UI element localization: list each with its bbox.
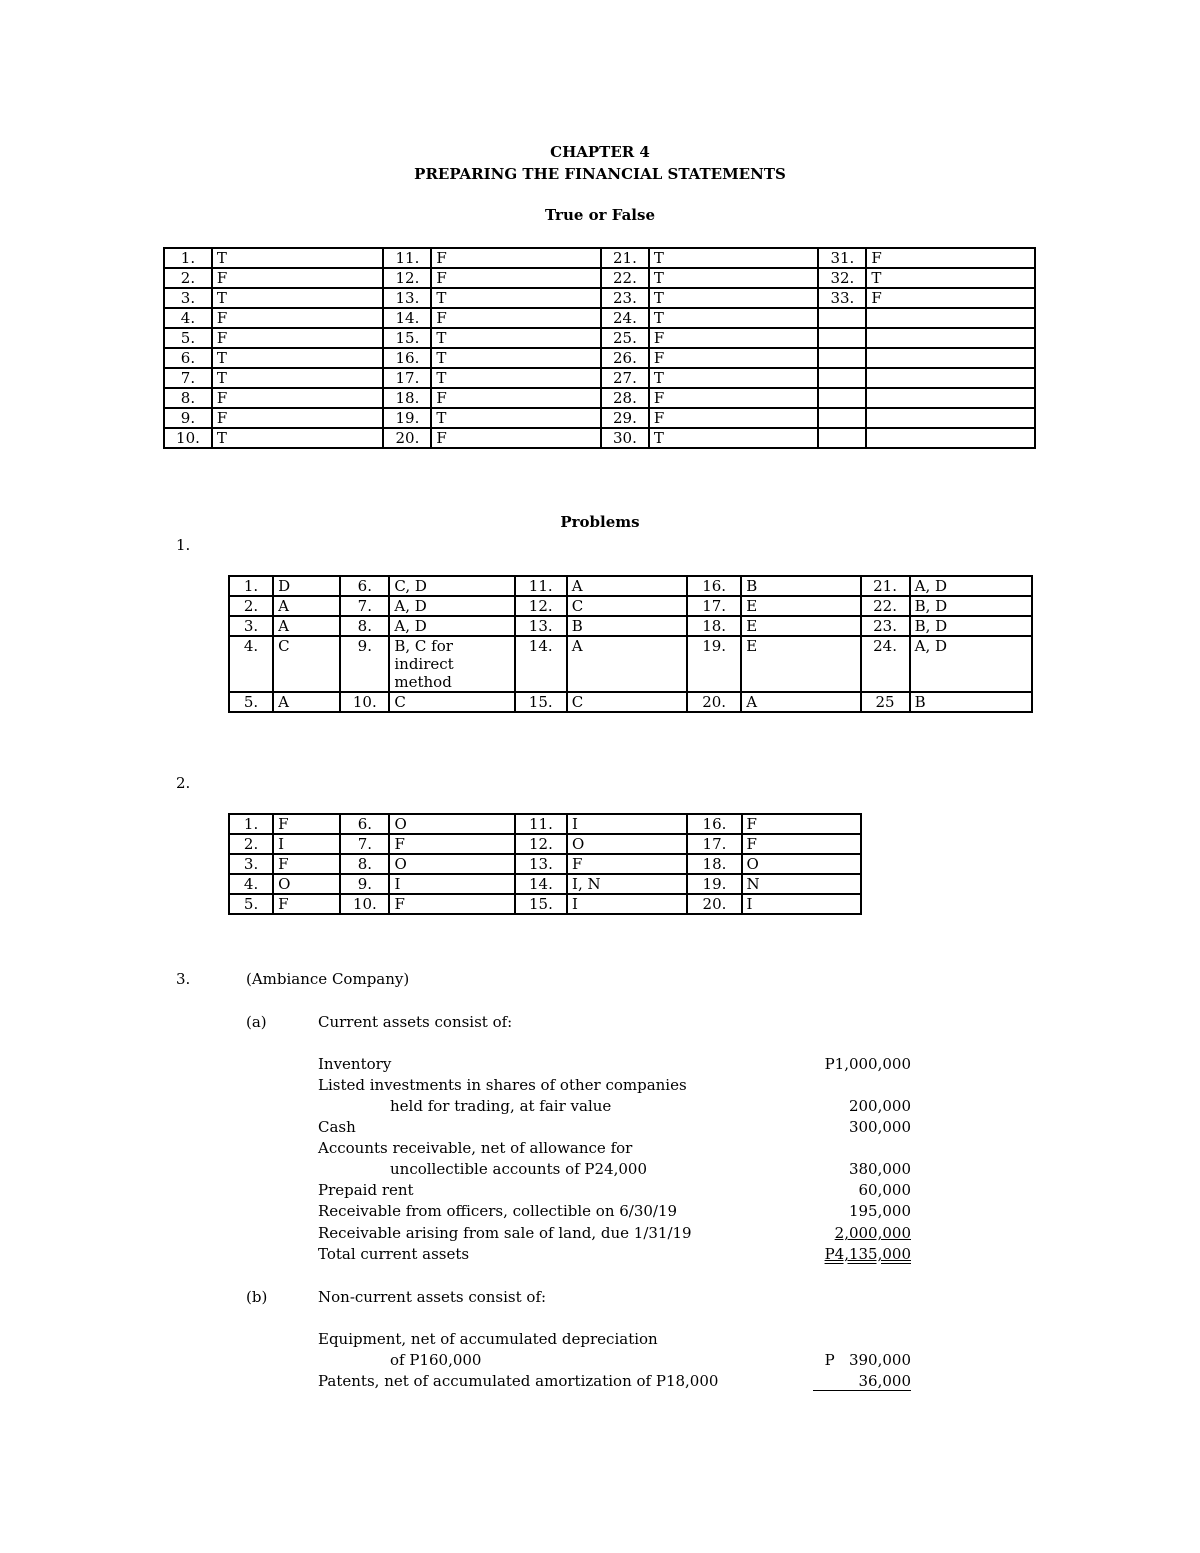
answer-cell: T bbox=[649, 428, 819, 448]
item-number-cell: 17. bbox=[687, 834, 741, 854]
answer-cell: T bbox=[212, 368, 384, 388]
answer-cell: C bbox=[567, 692, 687, 712]
item-number-cell: 30. bbox=[601, 428, 649, 448]
item-number-cell: 23. bbox=[861, 616, 910, 636]
answer-cell: T bbox=[649, 268, 819, 288]
item-number-cell: 14. bbox=[383, 308, 431, 328]
answer-cell: O bbox=[389, 854, 514, 874]
answer-cell: T bbox=[649, 248, 819, 268]
part-b-item-amount: P 390,000 bbox=[824, 1351, 911, 1369]
answer-cell: F bbox=[866, 288, 1035, 308]
answer-cell: B, D bbox=[910, 596, 1032, 616]
part-a-item-amount: 195,000 bbox=[848, 1202, 911, 1220]
true-false-row bbox=[164, 268, 1035, 288]
item-number-cell: 23. bbox=[601, 288, 649, 308]
item-number-cell: 3. bbox=[229, 616, 273, 636]
answer-cell: F bbox=[431, 308, 601, 328]
item-number-cell: 10. bbox=[340, 692, 389, 712]
problem-1-row bbox=[229, 616, 1032, 636]
answer-cell: T bbox=[212, 288, 384, 308]
item-number-cell: 17. bbox=[383, 368, 431, 388]
problem-1-label: 1. bbox=[176, 536, 191, 554]
item-number-cell: 28. bbox=[601, 388, 649, 408]
item-number-cell: 1. bbox=[229, 814, 273, 834]
item-number-cell: 10. bbox=[340, 894, 389, 914]
item-number-cell: 8. bbox=[340, 616, 389, 636]
answer-cell: F bbox=[273, 854, 340, 874]
true-false-table bbox=[163, 247, 1036, 449]
item-number-cell: 7. bbox=[164, 368, 212, 388]
part-a-item-amount: 300,000 bbox=[848, 1118, 911, 1136]
item-number-cell: 2. bbox=[164, 268, 212, 288]
item-number-cell: 24. bbox=[601, 308, 649, 328]
answer-cell: A, D bbox=[389, 596, 514, 616]
part-a-total-amount: P4,135,000 bbox=[824, 1245, 911, 1263]
item-number-cell: 10. bbox=[164, 428, 212, 448]
item-number-cell: 11. bbox=[515, 576, 567, 596]
answer-cell: T bbox=[431, 348, 601, 368]
item-number-cell: 6. bbox=[340, 814, 389, 834]
part-a-label: (a) bbox=[246, 1013, 267, 1031]
true-false-row bbox=[164, 248, 1035, 268]
answer-cell bbox=[866, 428, 1035, 448]
answer-cell: O bbox=[567, 834, 687, 854]
item-number-cell: 12. bbox=[383, 268, 431, 288]
part-a-item-label: Accounts receivable, net of allowance for bbox=[318, 1139, 633, 1157]
item-number-cell: 16. bbox=[687, 576, 741, 596]
answer-cell: B bbox=[910, 692, 1032, 712]
true-false-row bbox=[164, 428, 1035, 448]
answer-cell: C bbox=[567, 596, 687, 616]
item-number-cell: 4. bbox=[229, 874, 273, 894]
item-number-cell bbox=[818, 328, 866, 348]
item-number-cell: 19. bbox=[687, 636, 741, 692]
item-number-cell: 21. bbox=[861, 576, 910, 596]
part-a-item-label: Inventory bbox=[318, 1055, 392, 1073]
part-b-label: (b) bbox=[246, 1288, 268, 1306]
item-number-cell: 29. bbox=[601, 408, 649, 428]
item-number-cell: 6. bbox=[164, 348, 212, 368]
part-b-item-label: of P160,000 bbox=[390, 1351, 482, 1369]
part-a-item-label: Cash bbox=[318, 1118, 356, 1136]
part-a-text: Current assets consist of: bbox=[318, 1013, 513, 1031]
answer-cell: F bbox=[742, 834, 861, 854]
item-number-cell: 20. bbox=[383, 428, 431, 448]
answer-cell: A bbox=[273, 616, 340, 636]
answer-cell: A, D bbox=[910, 576, 1032, 596]
item-number-cell: 13. bbox=[515, 854, 567, 874]
item-number-cell: 5. bbox=[164, 328, 212, 348]
item-number-cell: 3. bbox=[164, 288, 212, 308]
part-b-text: Non-current assets consist of: bbox=[318, 1288, 547, 1306]
answer-cell: B, C for indirect method bbox=[389, 636, 514, 692]
answer-cell: T bbox=[649, 308, 819, 328]
item-number-cell: 33. bbox=[818, 288, 866, 308]
problem-2-row bbox=[229, 814, 861, 834]
answer-cell: O bbox=[742, 854, 861, 874]
item-number-cell: 7. bbox=[340, 834, 389, 854]
answer-cell: F bbox=[389, 894, 514, 914]
item-number-cell: 12. bbox=[515, 596, 567, 616]
answer-cell: N bbox=[742, 874, 861, 894]
item-number-cell: 22. bbox=[861, 596, 910, 616]
item-number-cell: 2. bbox=[229, 834, 273, 854]
answer-cell: A bbox=[273, 596, 340, 616]
answer-cell: F bbox=[431, 428, 601, 448]
part-a-item-label: held for trading, at fair value bbox=[390, 1097, 612, 1115]
item-number-cell: 19. bbox=[383, 408, 431, 428]
item-number-cell: 5. bbox=[229, 894, 273, 914]
problem-2-label: 2. bbox=[176, 774, 191, 792]
item-number-cell: 7. bbox=[340, 596, 389, 616]
problem-2-row bbox=[229, 834, 861, 854]
problem-2-table bbox=[228, 813, 862, 915]
item-number-cell: 25 bbox=[861, 692, 910, 712]
answer-cell: F bbox=[742, 814, 861, 834]
answer-cell: E bbox=[741, 636, 860, 692]
answer-cell: F bbox=[649, 408, 819, 428]
answer-cell: F bbox=[649, 328, 819, 348]
part-b-item-amount-text: 36,000 bbox=[813, 1372, 911, 1391]
part-a-item-amount: 2,000,000 bbox=[834, 1224, 911, 1242]
answer-cell: T bbox=[431, 328, 601, 348]
answer-cell: C bbox=[389, 692, 514, 712]
chapter-title: PREPARING THE FINANCIAL STATEMENTS bbox=[414, 165, 786, 183]
item-number-cell: 13. bbox=[383, 288, 431, 308]
item-number-cell: 3. bbox=[229, 854, 273, 874]
item-number-cell: 13. bbox=[515, 616, 567, 636]
answer-cell: T bbox=[431, 368, 601, 388]
item-number-cell: 4. bbox=[164, 308, 212, 328]
item-number-cell: 20. bbox=[687, 894, 741, 914]
answer-cell: I bbox=[567, 894, 687, 914]
item-number-cell: 32. bbox=[818, 268, 866, 288]
true-false-row bbox=[164, 288, 1035, 308]
answer-cell: T bbox=[212, 348, 384, 368]
true-false-row bbox=[164, 408, 1035, 428]
answer-cell: I bbox=[567, 814, 687, 834]
answer-cell: A bbox=[741, 692, 860, 712]
item-number-cell: 20. bbox=[687, 692, 741, 712]
problem-1-table bbox=[228, 575, 1033, 713]
section-heading-problems: Problems bbox=[560, 513, 640, 531]
answer-cell: F bbox=[212, 388, 384, 408]
answer-cell: F bbox=[212, 408, 384, 428]
answer-cell bbox=[866, 348, 1035, 368]
true-false-row bbox=[164, 308, 1035, 328]
answer-cell: B bbox=[567, 616, 687, 636]
answer-cell: A, D bbox=[910, 636, 1032, 692]
true-false-row bbox=[164, 368, 1035, 388]
item-number-cell bbox=[818, 368, 866, 388]
part-b-item-amount bbox=[771, 1372, 911, 1391]
item-number-cell: 18. bbox=[687, 854, 741, 874]
answer-cell: F bbox=[273, 894, 340, 914]
chapter-number: CHAPTER 4 bbox=[550, 143, 650, 161]
answer-cell bbox=[866, 368, 1035, 388]
item-number-cell: 9. bbox=[164, 408, 212, 428]
answer-cell: F bbox=[431, 388, 601, 408]
item-number-cell: 1. bbox=[164, 248, 212, 268]
problem-1-row bbox=[229, 596, 1032, 616]
part-a-item-amount: 200,000 bbox=[848, 1097, 911, 1115]
part-b-item-label: Equipment, net of accumulated depreciation bbox=[318, 1330, 658, 1348]
item-number-cell: 8. bbox=[340, 854, 389, 874]
problem-2-row bbox=[229, 854, 861, 874]
answer-cell: O bbox=[273, 874, 340, 894]
item-number-cell: 1. bbox=[229, 576, 273, 596]
answer-cell: O bbox=[389, 814, 514, 834]
problem-1-row bbox=[229, 692, 1032, 712]
part-a-item-label: Listed investments in shares of other companies bbox=[318, 1076, 687, 1094]
part-a-item-label: Receivable from officers, collectible on 6/30/19 bbox=[318, 1202, 678, 1220]
answer-cell: E bbox=[741, 596, 860, 616]
answer-cell: F bbox=[273, 814, 340, 834]
problem-1-row bbox=[229, 636, 1032, 692]
answer-cell: A bbox=[567, 636, 687, 692]
problem-3-label: 3. bbox=[176, 970, 191, 988]
part-a-item-amount: P1,000,000 bbox=[824, 1055, 911, 1073]
answer-cell: F bbox=[389, 834, 514, 854]
item-number-cell: 14. bbox=[515, 874, 567, 894]
item-number-cell: 17. bbox=[687, 596, 741, 616]
answer-cell: F bbox=[212, 308, 384, 328]
answer-cell: F bbox=[649, 348, 819, 368]
answer-cell bbox=[866, 328, 1035, 348]
problem-1-row bbox=[229, 576, 1032, 596]
item-number-cell bbox=[818, 308, 866, 328]
item-number-cell: 8. bbox=[164, 388, 212, 408]
item-number-cell bbox=[818, 428, 866, 448]
problem-3-company: (Ambiance Company) bbox=[246, 970, 410, 988]
item-number-cell: 22. bbox=[601, 268, 649, 288]
item-number-cell: 16. bbox=[383, 348, 431, 368]
item-number-cell: 11. bbox=[515, 814, 567, 834]
answer-cell: I bbox=[742, 894, 861, 914]
answer-cell bbox=[866, 308, 1035, 328]
item-number-cell: 12. bbox=[515, 834, 567, 854]
problem-2-row bbox=[229, 874, 861, 894]
answer-cell: D bbox=[273, 576, 340, 596]
item-number-cell: 16. bbox=[687, 814, 741, 834]
item-number-cell: 31. bbox=[818, 248, 866, 268]
part-b-item-label: Patents, net of accumulated amortization of P18,000 bbox=[318, 1372, 719, 1390]
answer-cell: C, D bbox=[389, 576, 514, 596]
item-number-cell: 24. bbox=[861, 636, 910, 692]
part-a-item-label: Receivable arising from sale of land, due 1/31/19 bbox=[318, 1224, 692, 1242]
answer-cell: F bbox=[212, 328, 384, 348]
answer-cell: C bbox=[273, 636, 340, 692]
answer-cell: A bbox=[567, 576, 687, 596]
answer-cell: A bbox=[273, 692, 340, 712]
answer-cell bbox=[866, 388, 1035, 408]
part-a-item-label: Prepaid rent bbox=[318, 1181, 414, 1199]
section-heading-true-false: True or False bbox=[544, 206, 655, 224]
answer-cell: T bbox=[212, 428, 384, 448]
answer-cell: F bbox=[212, 268, 384, 288]
item-number-cell bbox=[818, 348, 866, 368]
true-false-row bbox=[164, 328, 1035, 348]
item-number-cell: 15. bbox=[383, 328, 431, 348]
answer-cell: T bbox=[212, 248, 384, 268]
true-false-row bbox=[164, 388, 1035, 408]
answer-cell: I, N bbox=[567, 874, 687, 894]
item-number-cell bbox=[818, 408, 866, 428]
answer-cell: T bbox=[431, 288, 601, 308]
item-number-cell: 26. bbox=[601, 348, 649, 368]
part-a-item-label: uncollectible accounts of P24,000 bbox=[390, 1160, 648, 1178]
item-number-cell: 27. bbox=[601, 368, 649, 388]
item-number-cell: 25. bbox=[601, 328, 649, 348]
item-number-cell bbox=[818, 388, 866, 408]
item-number-cell: 15. bbox=[515, 894, 567, 914]
item-number-cell: 18. bbox=[383, 388, 431, 408]
item-number-cell: 5. bbox=[229, 692, 273, 712]
answer-cell: A, D bbox=[389, 616, 514, 636]
answer-cell: B, D bbox=[910, 616, 1032, 636]
answer-cell: T bbox=[866, 268, 1035, 288]
answer-cell: B bbox=[741, 576, 860, 596]
answer-cell: T bbox=[649, 368, 819, 388]
problem-2-row bbox=[229, 894, 861, 914]
item-number-cell: 11. bbox=[383, 248, 431, 268]
item-number-cell: 4. bbox=[229, 636, 273, 692]
answer-cell bbox=[866, 408, 1035, 428]
item-number-cell: 14. bbox=[515, 636, 567, 692]
part-a-item-amount: 60,000 bbox=[858, 1181, 911, 1199]
item-number-cell: 15. bbox=[515, 692, 567, 712]
true-false-row bbox=[164, 348, 1035, 368]
item-number-cell: 6. bbox=[340, 576, 389, 596]
answer-cell: I bbox=[273, 834, 340, 854]
answer-cell: I bbox=[389, 874, 514, 894]
answer-cell: T bbox=[431, 408, 601, 428]
answer-cell: F bbox=[431, 248, 601, 268]
part-a-item-amount: 380,000 bbox=[848, 1160, 911, 1178]
answer-cell: E bbox=[741, 616, 860, 636]
answer-cell: T bbox=[649, 288, 819, 308]
part-a-total-label: Total current assets bbox=[318, 1245, 470, 1263]
answer-cell: F bbox=[866, 248, 1035, 268]
item-number-cell: 21. bbox=[601, 248, 649, 268]
item-number-cell: 9. bbox=[340, 874, 389, 894]
answer-cell: F bbox=[567, 854, 687, 874]
item-number-cell: 19. bbox=[687, 874, 741, 894]
answer-cell: F bbox=[649, 388, 819, 408]
item-number-cell: 9. bbox=[340, 636, 389, 692]
item-number-cell: 2. bbox=[229, 596, 273, 616]
item-number-cell: 18. bbox=[687, 616, 741, 636]
answer-cell: F bbox=[431, 268, 601, 288]
